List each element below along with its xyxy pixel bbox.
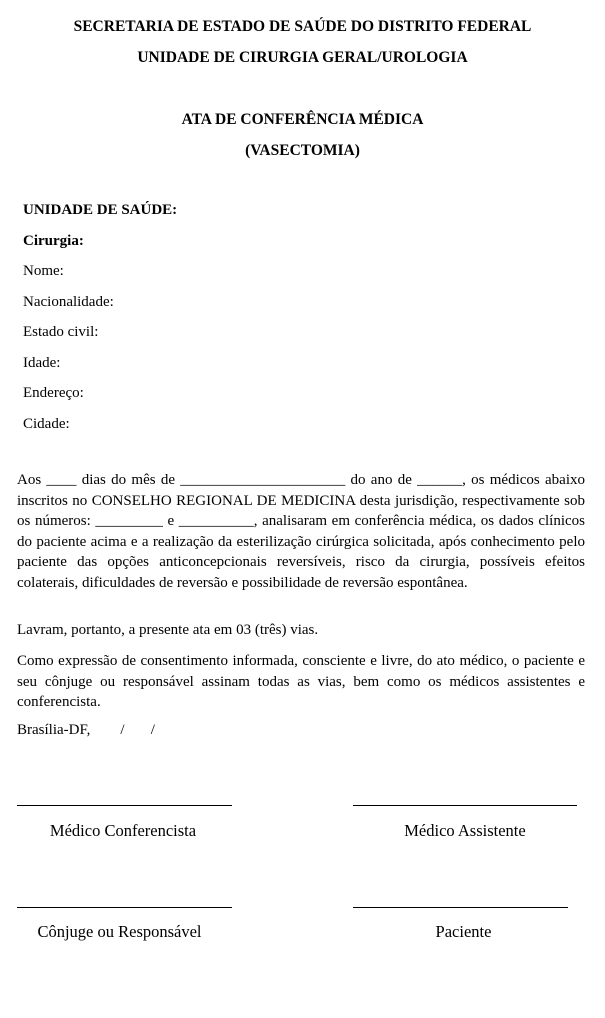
- signature-line-paciente: [353, 907, 568, 908]
- field-idade: Idade:: [23, 355, 61, 371]
- place-date: Brasília-DF, / /: [17, 722, 155, 738]
- label-medico-assistente: Médico Assistente: [404, 821, 526, 840]
- field-cidade: Cidade:: [23, 416, 70, 432]
- paragraph-consentimento: Como expressão de consentimento informada, consciente e livre, do ato médico, o paciente e seu cônjuge ou responsável assinam todas as vias, bem como os médicos assistentes e conferencista.: [17, 653, 585, 710]
- paragraph-vias: Lavram, portanto, a presente ata em 03 (três) vias.: [17, 622, 319, 638]
- field-nome: Nome:: [23, 263, 64, 279]
- field-endereco: Endereço:: [23, 385, 84, 401]
- field-estado-civil: Estado civil:: [23, 324, 99, 340]
- field-unidade-saude: UNIDADE DE SAÚDE:: [23, 202, 178, 218]
- label-conjuge: Cônjuge ou Responsável: [37, 922, 202, 941]
- header-secretaria: SECRETARIA DE ESTADO DE SAÚDE DO DISTRITO FEDERAL: [73, 18, 532, 35]
- header-unidade: UNIDADE DE CIRURGIA GERAL/UROLOGIA: [137, 49, 468, 66]
- field-cirurgia: Cirurgia:: [23, 233, 84, 249]
- signature-line-conferencista: [17, 805, 232, 806]
- signature-line-conjuge: [17, 907, 232, 908]
- label-medico-conferencista: Médico Conferencista: [49, 821, 197, 840]
- field-nacionalidade: Nacionalidade:: [23, 294, 114, 310]
- document-subtitle: (VASECTOMIA): [245, 142, 360, 159]
- document-title: ATA DE CONFERÊNCIA MÉDICA: [181, 111, 424, 128]
- signature-line-assistente: [353, 805, 577, 806]
- paragraph-conferencia: Aos ____ dias do mês de ______________________ do ano de ______, os médicos abaixo inscritos no CONSELHO REGIONAL DE MEDICINA desta jurisdição, respectivamente sob os números: _________ e __________, analisaram em conferência médica, os dados clínicos do paciente acima e a realização da esterilização cirúrgica solicitada, após conhecimento pelo paciente das opções anticoncepcionais reversíveis, risco da cirurgia, possíveis efeitos colaterais, dificuldades de reversão e possibilidade de reversão espontânea.: [17, 472, 585, 591]
- label-paciente: Paciente: [435, 922, 492, 941]
